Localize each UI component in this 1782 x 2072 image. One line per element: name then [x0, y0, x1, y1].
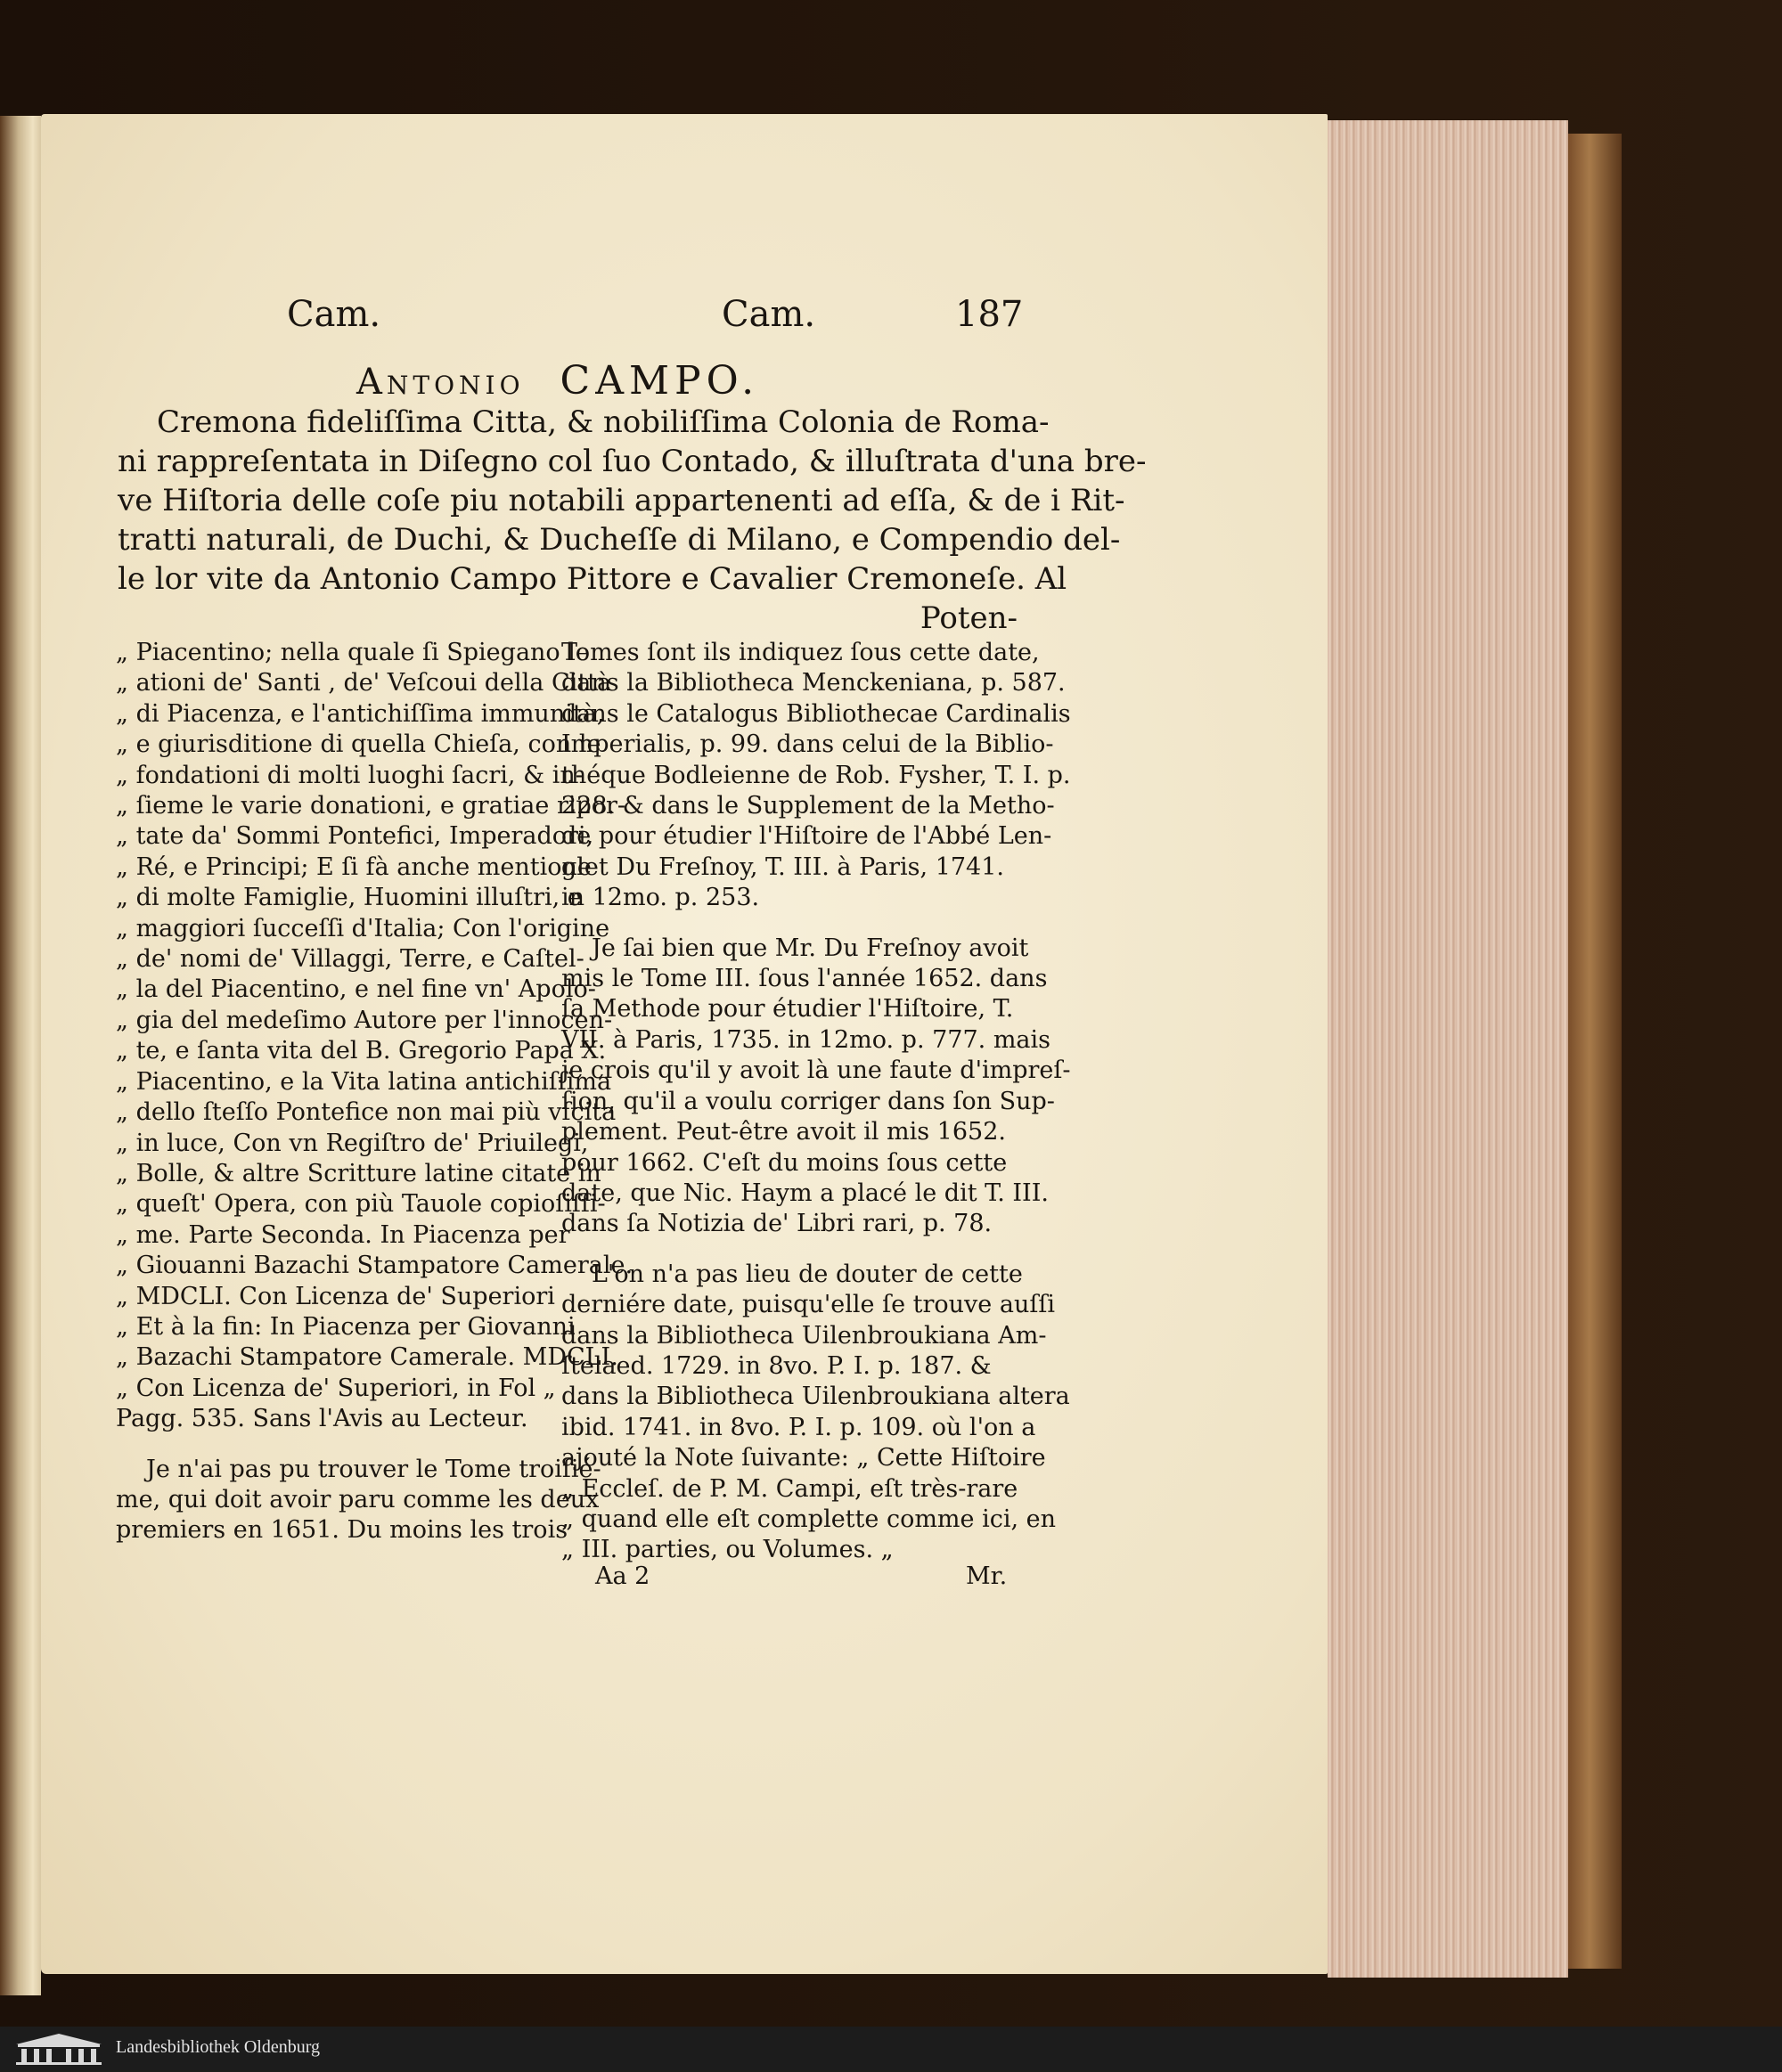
intro-line: le lor vite da Antonio Campo Pittore e Cavalier Cremoneſe. Al	[118, 561, 1067, 597]
page-number: 187	[955, 294, 1024, 335]
quote-line: „ ationi de' Santi , de' Veſcoui della Città	[116, 669, 612, 697]
paragraph-line: premiers en 1651. Du moins les trois	[116, 1516, 568, 1545]
title-last-name: CAMPO.	[560, 358, 760, 404]
quote-line: „ Ré, e Principi; E ſi fà anche mentione	[116, 852, 592, 881]
footer-banner	[0, 2027, 1782, 2072]
paragraph-line: Je n'ai pas pu trouver le Tome troiſié-	[146, 1455, 601, 1483]
quote-line: „ me. Parte Seconda. In Piacenza per	[116, 1220, 570, 1249]
quote-line: „ e giurisditione di quella Chieſa, con le	[116, 730, 601, 759]
paragraph-line: dans la Bibliotheca Menckeniana, p. 587.	[561, 669, 1066, 697]
quote-line: „ ſieme le varie donationi, e gratiae ripor-	[116, 792, 626, 820]
paragraph-line: dans la Bibliotheca Uilenbroukiana Am-	[561, 1321, 1047, 1350]
intro-line: Cremona fideliſſima Citta, & nobiliſſima Colonia de Roma-	[157, 404, 1050, 440]
paragraph-line: 228. & dans le Supplement de la Metho-	[561, 792, 1055, 820]
quote-line: „ Giouanni Bazachi Stampatore Camerale.	[116, 1252, 634, 1280]
paragraph-line: „ quand elle eſt complette comme ici, en	[561, 1505, 1057, 1533]
paragraph-line: ibid. 1741. in 8vo. P. I. p. 109. où l'on a	[561, 1413, 1036, 1441]
quote-line: „ MDCLI. Con Licenza de' Superiori	[116, 1282, 555, 1310]
quote-line: „ Piacentino; nella quale ſi Spiegano le	[116, 639, 590, 666]
intro-paragraph	[118, 403, 1147, 638]
quote-line: „ queſt' Opera, con più Tauole copioſiſſi-	[116, 1190, 606, 1219]
paragraph-line: date, que Nic. Haym a placé le dit T. III.	[561, 1179, 1049, 1207]
paragraph-line: dans le Catalogus Bibliothecae Cardinalis	[561, 699, 1071, 728]
running-head-center: Cam.	[722, 294, 816, 335]
paragraph-line: „ Eccleſ. de P. M. Campi, eſt très-rare	[561, 1474, 1018, 1503]
quote-line: „ di Piacenza, e l'antichiſſima immunità,	[116, 699, 605, 728]
paragraph-line: de pour étudier l'Hiſtoire de l'Abbé Len-	[561, 822, 1052, 851]
quote-line: „ Bazachi Stampatore Camerale. MDCLI.	[116, 1343, 618, 1372]
paragraph-line: dans ſa Notizia de' Libri rari, p. 78.	[561, 1210, 993, 1238]
paragraph-line: je crois qu'il y avoit là une faute d'impreſ-	[561, 1056, 1071, 1085]
library-building-icon	[12, 2032, 105, 2066]
quote-line: „ dello ſteſſo Pontefice non mai più vſcita	[116, 1098, 617, 1127]
paragraph-line: théque Bodleienne de Rob. Fysher, T. I. p.	[561, 761, 1071, 789]
intro-line: ni rappreſentata in Diſegno col ſuo Contado, & illuſtrata d'una bre-	[118, 444, 1147, 479]
quote-line: „ fondationi di molti luoghi ſacri, & in-	[116, 761, 584, 789]
signature-mark: Aa 2	[595, 1562, 650, 1590]
quote-line: „ Et à la fin: In Piacenza per Giovanni	[116, 1312, 576, 1341]
quote-line: „ gia del medeſimo Autore per l'innocen-	[116, 1006, 613, 1034]
quote-line: „ de' nomi de' Villaggi, Terre, e Caſtel-	[116, 945, 584, 974]
running-head	[0, 294, 1782, 347]
paragraph-line: me, qui doit avoir paru comme les deux	[116, 1485, 600, 1513]
book-cover-edge	[1568, 134, 1622, 1969]
paragraph-line: in 12mo. p. 253.	[561, 884, 760, 912]
paragraph-line: pour 1662. C'eſt du moins ſous cette	[561, 1148, 1008, 1177]
quote-line: „ te, e ſanta vita del B. Gregorio Papa X.	[116, 1037, 607, 1065]
quote-line: „ Con Licenza de' Superiori, in Fol „	[116, 1374, 556, 1402]
quote-line: „ la del Piacentino, e nel fine vn' Apolo-	[116, 975, 596, 1004]
paragraph-line: mis le Tome III. ſous l'année 1652. dans	[561, 965, 1048, 993]
paragraph-line: Tomes ſont ils indiquez ſous cette date,	[561, 639, 1040, 666]
quote-line: „ tate da' Sommi Pontefici, Imperadori,	[116, 822, 594, 851]
quote-line: „ di molte Famiglie, Huomini illuſtri, e	[116, 884, 582, 912]
paragraph-line: „ III. parties, ou Volumes. „	[561, 1536, 894, 1564]
paragraph-line: plement. Peut-être avoit il mis 1652.	[561, 1118, 1006, 1146]
page-block-edge	[1328, 120, 1568, 1978]
library-name: Landesbibliothek Oldenburg	[116, 2037, 321, 2057]
left-column	[116, 638, 634, 1546]
left-page-edge	[0, 116, 41, 1995]
paragraph-line: dans la Bibliotheca Uilenbroukiana altera	[561, 1383, 1070, 1411]
paragraph-line: Je ſai bien que Mr. Du Freſnoy avoit	[592, 934, 1029, 962]
intro-line: tratti naturali, de Duchi, & Ducheſſe di Milano, e Compendio del-	[118, 522, 1121, 558]
paragraph-line: Imperialis, p. 99. dans celui de la Biblio-	[561, 730, 1054, 759]
entry-title	[356, 358, 1034, 404]
quote-line: „ maggiori ſucceſſi d'Italia; Con l'origine	[116, 914, 610, 942]
paragraph-line: ajouté la Note ſuivante: „ Cette Hiſtoire	[561, 1444, 1046, 1472]
paragraph-line: L'on n'a pas lieu de douter de cette	[592, 1260, 1023, 1288]
paragraph-line: glet Du Freſnoy, T. III. à Paris, 1741.	[561, 852, 1004, 881]
quote-line: Pagg. 535. Sans l'Avis au Lecteur.	[116, 1405, 528, 1433]
quote-line: „ Piacentino, e la Vita latina antichiſſima	[116, 1067, 612, 1096]
paragraph-line: ſtelaed. 1729. in 8vo. P. I. p. 187. &	[561, 1351, 992, 1380]
paragraph-line: VII. à Paris, 1735. in 12mo. p. 777. mais	[561, 1025, 1051, 1054]
paragraph-line: ſa Methode pour étudier l'Hiſtoire, T.	[561, 995, 1014, 1024]
intro-line: ve Hiſtoria delle coſe piu notabili appartenenti ad eſſa, & de i Rit-	[118, 483, 1125, 518]
quote-line: „ Bolle, & altre Scritture latine citate in	[116, 1159, 601, 1187]
intro-line: Poten-	[920, 600, 1018, 636]
quote-line: „ in luce, Con vn Regiſtro de' Priuilegi,	[116, 1129, 589, 1157]
catchword: Mr.	[966, 1562, 1008, 1590]
paragraph-line: derniére date, puisqu'elle ſe trouve auſſi	[561, 1291, 1055, 1319]
right-column	[561, 638, 1071, 1566]
running-head-left: Cam.	[287, 294, 381, 335]
title-first-name: Antonio	[356, 362, 525, 403]
paragraph-line: ſion, qu'il a voulu corriger dans ſon Sup-	[561, 1087, 1055, 1115]
